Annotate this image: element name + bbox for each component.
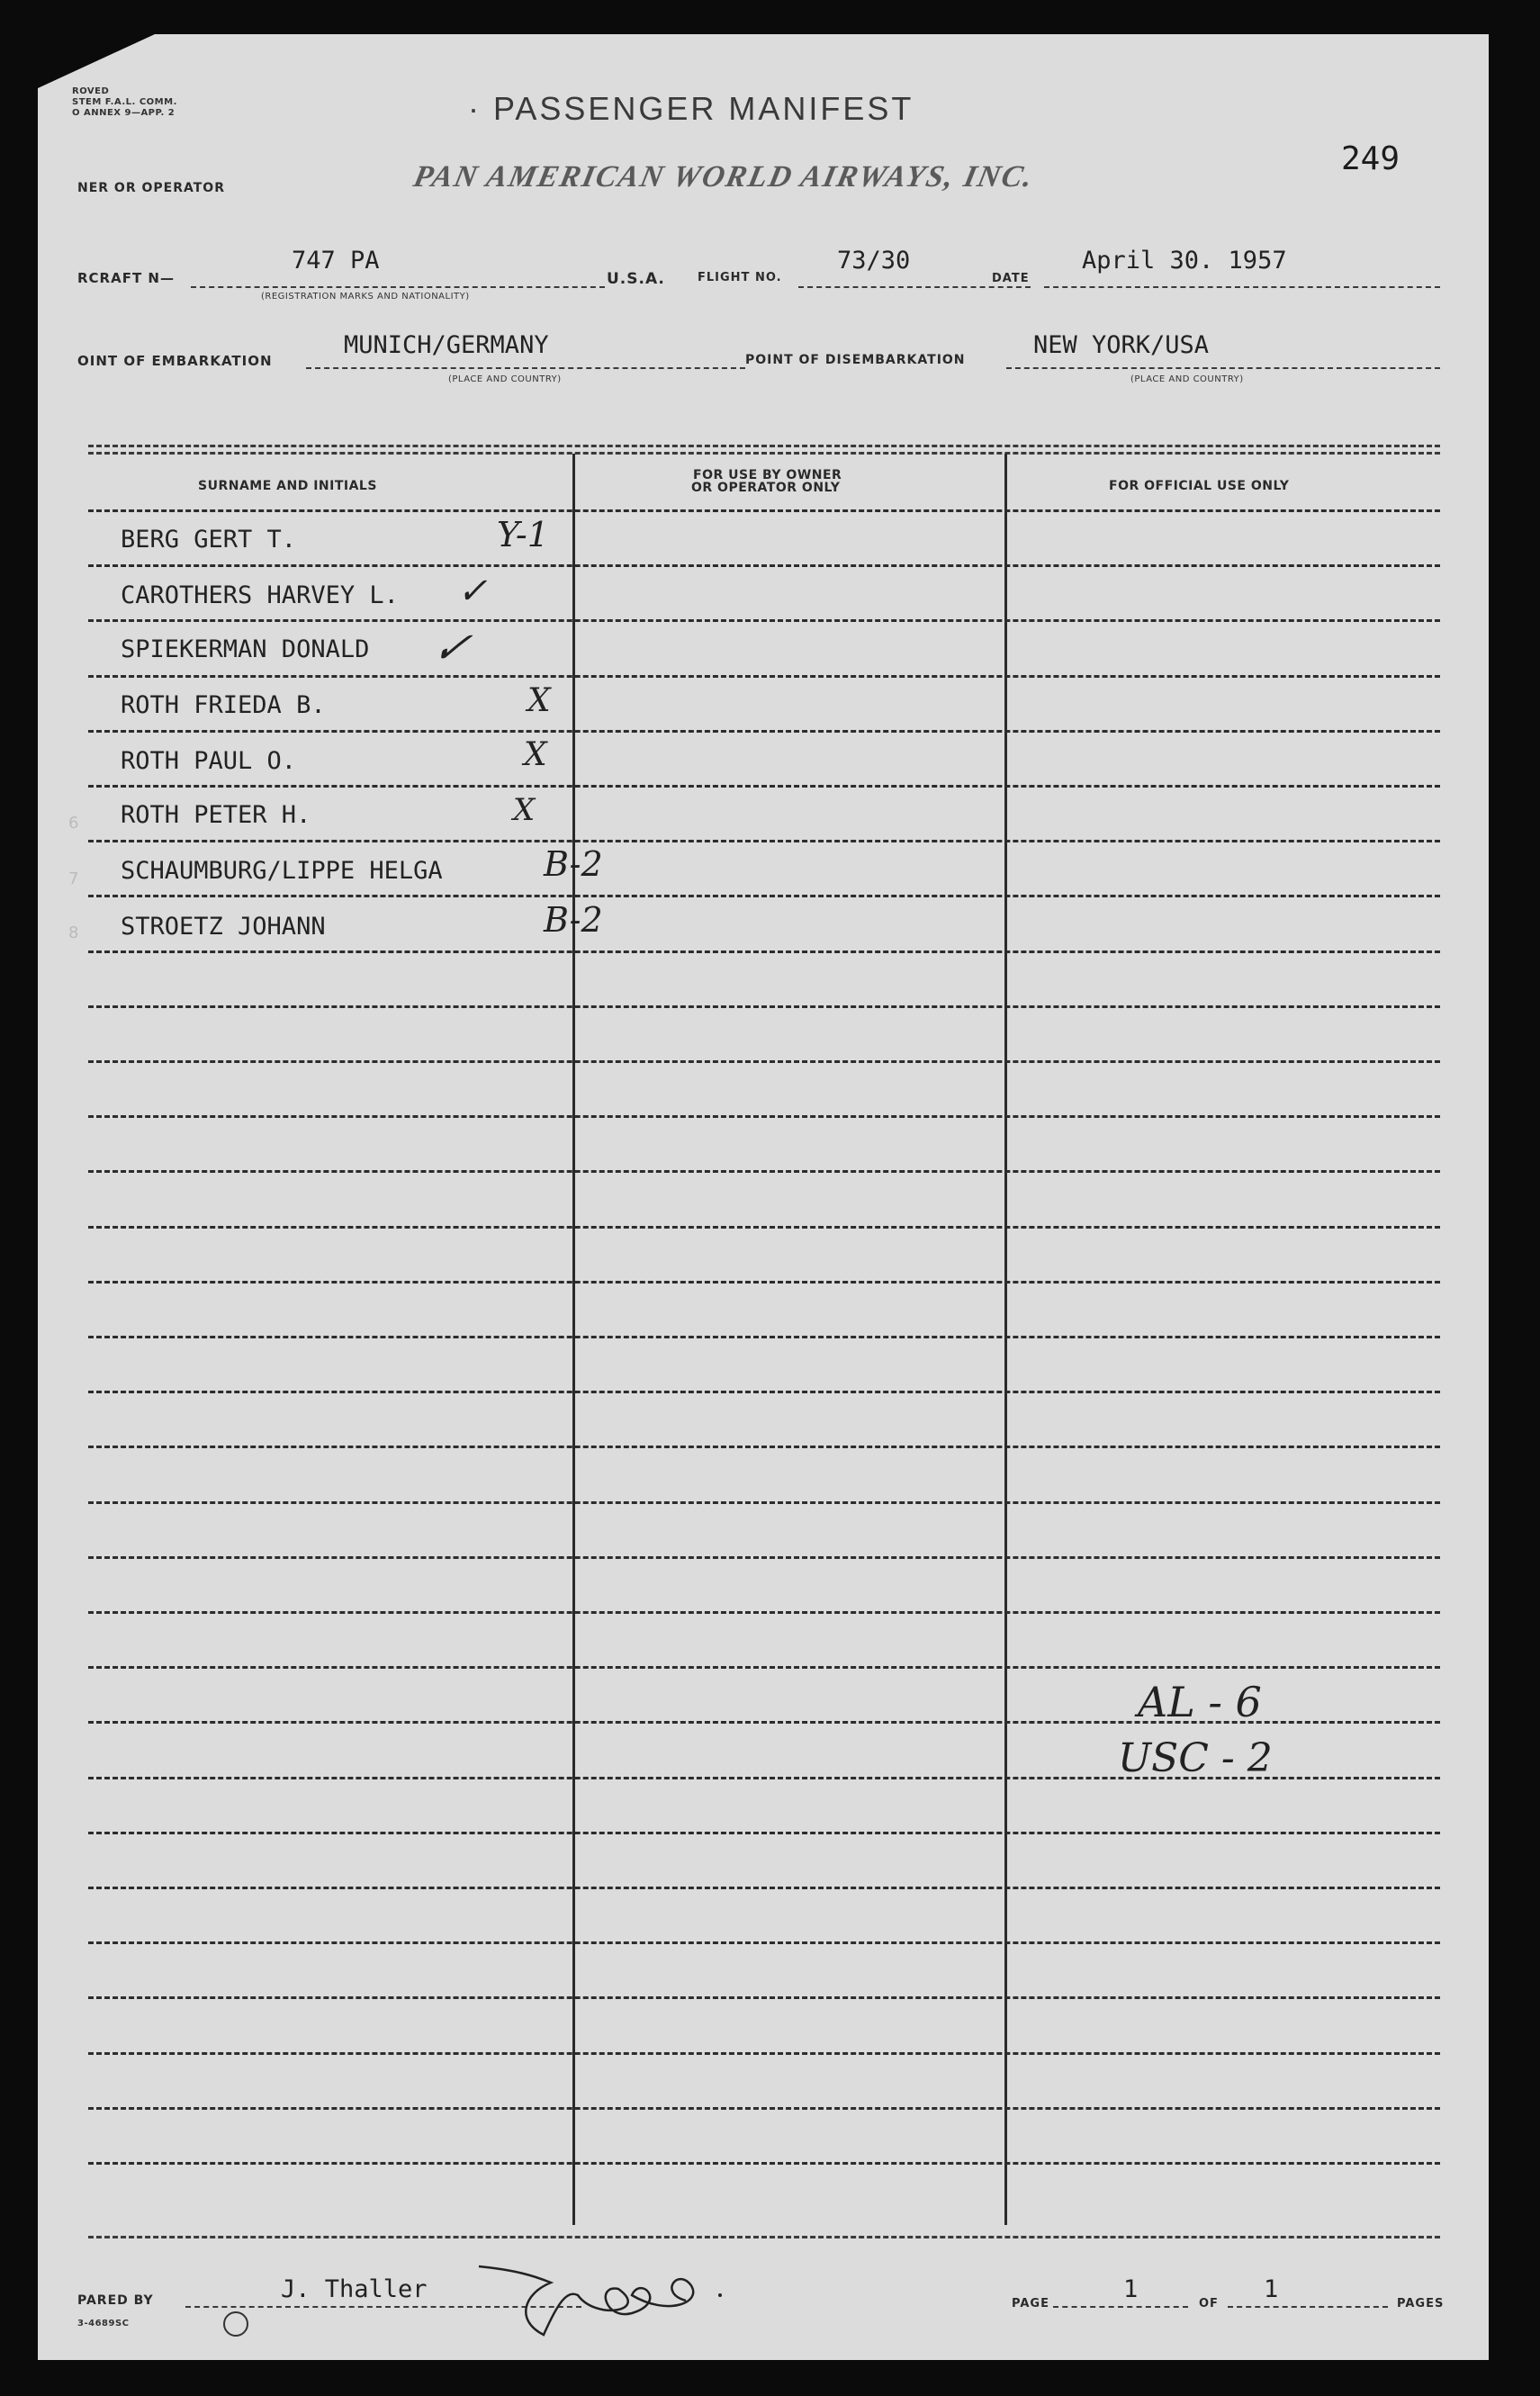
owner-operator-label: NER OR OPERATOR <box>77 181 225 195</box>
row-rule <box>88 619 1440 622</box>
row-rule <box>88 2162 1440 2165</box>
aircraft-value: 747 PA <box>292 247 380 275</box>
passenger-name: ROTH FRIEDA B. <box>121 691 326 719</box>
row-rule <box>88 840 1440 842</box>
usa-label: U.S.A. <box>607 270 665 288</box>
of-value: 1 <box>1264 2275 1279 2303</box>
date-value: April 30. 1957 <box>1082 247 1287 275</box>
row-rule <box>88 675 1440 678</box>
passenger-mark: X <box>513 792 536 828</box>
row-number-8: 8 <box>68 923 79 942</box>
date-label: DATE <box>992 272 1030 285</box>
row-rule <box>88 1996 1440 1999</box>
row-rule <box>88 1941 1440 1944</box>
prepared-by-label: PARED BY <box>77 2293 154 2308</box>
row-rule <box>88 1556 1440 1559</box>
owner-use-header-2: OR OPERATOR ONLY <box>691 481 841 495</box>
passenger-name: ROTH PAUL O. <box>121 747 297 775</box>
passenger-mark: X <box>527 682 551 719</box>
official-note-usc: USC - 2 <box>1118 1735 1273 1781</box>
row-rule <box>88 1611 1440 1614</box>
disembark-label: POINT OF DISEMBARKATION <box>745 353 966 367</box>
signature <box>461 2248 749 2347</box>
passenger-mark: X <box>524 736 547 773</box>
row-rule <box>88 509 1440 512</box>
row-rule <box>88 1170 1440 1173</box>
footer-rule <box>88 2236 1440 2238</box>
airline-name: PAN AMERICAN WORLD AIRWAYS, INC. <box>410 160 1038 194</box>
official-note-al: AL - 6 <box>1138 1678 1262 1726</box>
row-rule <box>88 1446 1440 1448</box>
approval-line-1: ROVED <box>72 86 110 96</box>
page-value: 1 <box>1123 2275 1139 2303</box>
embark-underline <box>306 367 745 369</box>
approval-line-2: STEM F.A.L. COMM. <box>72 97 177 107</box>
disembark-caption: (PLACE AND COUNTRY) <box>1130 374 1244 384</box>
column-divider-2 <box>1004 454 1007 2225</box>
row-rule <box>88 895 1440 897</box>
disembark-value: NEW YORK/USA <box>1033 331 1210 359</box>
row-rule <box>88 1391 1440 1393</box>
passenger-name: CAROTHERS HARVEY L. <box>121 581 399 609</box>
row-rule <box>88 2052 1440 2055</box>
page-title: · PASSENGER MANIFEST <box>468 90 914 127</box>
passenger-mark: B-2 <box>544 900 603 940</box>
passenger-mark: Y-1 <box>497 515 549 554</box>
passenger-name: SCHAUMBURG/LIPPE HELGA <box>121 857 443 885</box>
pages-label: PAGES <box>1397 2297 1445 2310</box>
row-rule <box>88 564 1440 567</box>
of-label: OF <box>1199 2297 1219 2310</box>
table-top-rule-1 <box>88 445 1440 447</box>
form-code: 3-4689SC <box>77 2319 130 2328</box>
row-rule <box>88 1281 1440 1284</box>
passenger-mark: ✓ <box>427 623 477 673</box>
passenger-mark: B-2 <box>544 844 603 884</box>
embark-value: MUNICH/GERMANY <box>344 331 549 359</box>
of-underline <box>1228 2306 1388 2308</box>
prepared-by-value: J. Thaller <box>281 2275 428 2303</box>
disembark-underline <box>1006 367 1440 369</box>
row-rule <box>88 2107 1440 2110</box>
corner-page-number: 249 <box>1341 140 1400 177</box>
torn-corner <box>38 34 155 88</box>
row-rule <box>88 1115 1440 1118</box>
table-top-rule-2 <box>88 452 1440 455</box>
embark-label: OINT OF EMBARKATION <box>77 353 273 369</box>
passenger-mark: ✓ <box>457 571 488 612</box>
page-label: PAGE <box>1012 2297 1049 2310</box>
row-rule <box>88 1832 1440 1834</box>
aircraft-label: RCRAFT N— <box>77 270 175 286</box>
surname-header: SURNAME AND INITIALS <box>198 479 377 493</box>
row-rule <box>88 1226 1440 1229</box>
column-divider-1 <box>572 454 575 2225</box>
row-number-7: 7 <box>68 869 79 888</box>
aircraft-underline <box>191 286 605 288</box>
flight-label: FLIGHT NO. <box>698 271 782 284</box>
passenger-name: STROETZ JOHANN <box>121 913 326 941</box>
passenger-name: BERG GERT T. <box>121 526 297 554</box>
flight-value: 73/30 <box>837 247 911 275</box>
flight-underline <box>798 286 1031 288</box>
union-seal-icon <box>223 2311 248 2337</box>
official-use-header: FOR OFFICIAL USE ONLY <box>1109 479 1290 493</box>
row-rule <box>88 1060 1440 1063</box>
owner-use-header-1: FOR USE BY OWNER <box>693 468 842 482</box>
approval-line-3: O ANNEX 9—APP. 2 <box>72 108 176 118</box>
row-rule <box>88 1336 1440 1338</box>
page-underline <box>1053 2306 1188 2308</box>
row-rule <box>88 1501 1440 1504</box>
row-rule <box>88 950 1440 953</box>
row-rule <box>88 1666 1440 1669</box>
passenger-name: ROTH PETER H. <box>121 801 311 829</box>
registration-caption: (REGISTRATION MARKS AND NATIONALITY) <box>261 292 470 302</box>
row-rule <box>88 785 1440 788</box>
row-rule <box>88 730 1440 733</box>
row-rule <box>88 1887 1440 1889</box>
manifest-form <box>38 34 1489 2360</box>
passenger-name: SPIEKERMAN DONALD <box>121 635 370 663</box>
row-number-6: 6 <box>68 814 79 833</box>
date-underline <box>1044 286 1440 288</box>
embark-caption: (PLACE AND COUNTRY) <box>448 374 562 384</box>
row-rule <box>88 1005 1440 1008</box>
